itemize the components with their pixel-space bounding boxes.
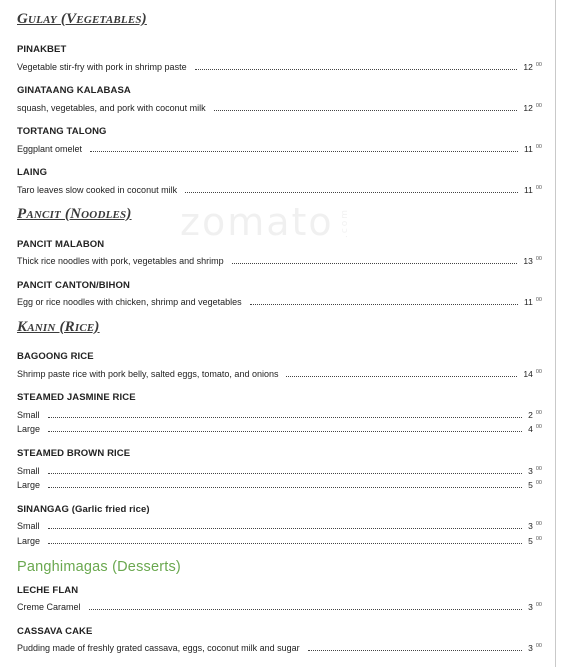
item-row-sinangag-large [17, 532, 542, 546]
dot-leader [214, 110, 518, 111]
item-name-cassava: CASSAVA CAKE [17, 626, 93, 637]
item-row-malabon [17, 252, 542, 266]
dot-leader [89, 609, 523, 610]
item-price: 5 $^{00}$ [528, 536, 542, 546]
item-desc: Creme Caramel [17, 602, 81, 612]
item-row-laing [17, 181, 542, 195]
dot-leader [90, 151, 518, 152]
item-price: 12 $^{00}$ [523, 62, 542, 72]
size-label: Small [17, 521, 40, 531]
item-price: 11 $^{00}$ [524, 297, 542, 307]
size-label: Large [17, 536, 41, 546]
dot-leader [232, 263, 518, 264]
item-desc: Thick rice noodles with pork, vegetables and shrimp [17, 256, 224, 266]
item-price: 14 $^{00}$ [523, 369, 542, 379]
page-border [555, 0, 556, 667]
watermark-text: zomato [180, 200, 334, 244]
item-row-brown-large [17, 476, 542, 490]
item-name-bagoong: BAGOONG RICE [17, 351, 94, 362]
item-row-sinangag-small [17, 517, 542, 531]
item-price: 11 $^{00}$ [524, 144, 542, 154]
size-label: Small [17, 466, 40, 476]
item-row-ginataang [17, 99, 542, 113]
item-price: 3 $^{00}$ [528, 466, 542, 476]
item-row-leche [17, 598, 542, 612]
dot-leader [308, 650, 522, 651]
item-price: 3 $^{00}$ [528, 521, 542, 531]
item-name-canton: PANCIT CANTON/BIHON [17, 280, 130, 291]
item-row-bagoong [17, 365, 542, 379]
size-label: Large [17, 424, 41, 434]
item-price: 3 $^{00}$ [528, 602, 542, 612]
item-price: 13 $^{00}$ [523, 256, 542, 266]
item-row-jasmine-small [17, 406, 542, 420]
dot-leader [286, 376, 517, 377]
item-name-leche: LECHE FLAN [17, 585, 79, 596]
dot-leader [48, 473, 523, 474]
dot-leader [48, 528, 523, 529]
item-name-pinakbet: PINAKBET [17, 44, 67, 55]
item-price: 12 $^{00}$ [523, 103, 542, 113]
item-desc: Vegetable stir-fry with pork in shrimp paste [17, 62, 187, 72]
item-row-cassava [17, 639, 542, 653]
dot-leader [48, 417, 523, 418]
dot-leader [250, 304, 518, 305]
item-name-jasmine: STEAMED JASMINE RICE [17, 392, 136, 403]
section-title-kanin: Kanin (Rice) [17, 319, 100, 335]
size-label: Small [17, 410, 40, 420]
section-title-desserts: Panghimagas (Desserts) [17, 559, 181, 575]
item-price: 3 $^{00}$ [528, 643, 542, 653]
item-name-brown: STEAMED BROWN RICE [17, 448, 131, 459]
item-desc: Eggplant omelet [17, 144, 83, 154]
item-name-malabon: PANCIT MALABON [17, 239, 105, 250]
item-desc: squash, vegetables, and pork with coconut milk [17, 103, 206, 113]
item-row-pinakbet [17, 58, 542, 72]
item-desc: Shrimp paste rice with pork belly, salted eggs, tomato, and onions [17, 369, 279, 379]
item-price: 11 $^{00}$ [524, 185, 542, 195]
item-price: 2 $^{00}$ [528, 410, 542, 420]
item-desc: Taro leaves slow cooked in coconut milk [17, 185, 178, 195]
item-price: 5 $^{00}$ [528, 480, 542, 490]
watermark-suffix: .com [339, 207, 350, 239]
zomato-watermark [180, 200, 360, 244]
dot-leader [185, 192, 518, 193]
section-title-pancit: Pancit (Noodles) [17, 206, 132, 222]
item-desc: Pudding made of freshly grated cassava, eggs, coconut milk and sugar [17, 643, 300, 653]
section-title-gulay: Gulay (Vegetables) [17, 11, 147, 27]
item-row-jasmine-large [17, 420, 542, 434]
size-label: Large [17, 480, 41, 490]
item-name-tortang: TORTANG TALONG [17, 126, 107, 137]
dot-leader [48, 543, 522, 544]
item-name-ginataang: GINATAANG KALABASA [17, 85, 131, 96]
item-row-brown-small [17, 462, 542, 476]
dot-leader [48, 487, 522, 488]
item-name-sinangag: SINANGAG (Garlic fried rice) [17, 504, 150, 515]
item-desc: Egg or rice noodles with chicken, shrimp and vegetables [17, 297, 242, 307]
item-row-tortang [17, 140, 542, 154]
dot-leader [195, 69, 518, 70]
item-row-canton [17, 293, 542, 307]
dot-leader [48, 431, 522, 432]
item-price: 4 $^{00}$ [528, 424, 542, 434]
item-name-laing: LAING [17, 167, 48, 178]
